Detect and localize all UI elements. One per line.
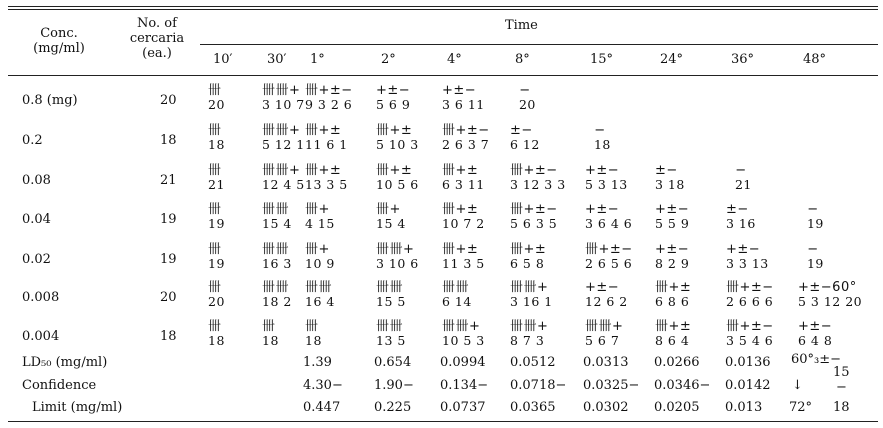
response-cell [585, 203, 632, 231]
response-counts: 13 5 [376, 333, 406, 348]
response-counts: 19 [798, 216, 824, 231]
response-counts: 19 [208, 216, 225, 231]
response-cell [305, 84, 353, 112]
response-cell [510, 164, 566, 192]
header-bottom-rule [8, 75, 878, 76]
response-cell [305, 203, 335, 231]
response-counts: 8 2 9 [655, 256, 690, 271]
response-symbols: 卌卌+ [376, 242, 415, 257]
response-cell [208, 320, 225, 348]
response-cell [655, 320, 691, 348]
response-symbols: − [585, 123, 606, 138]
response-cell [726, 281, 774, 309]
response-counts: 16 4 [305, 294, 335, 309]
response-symbols: +±− [655, 202, 690, 217]
ld50-row-value: 0.0136 [725, 355, 771, 370]
response-symbols: 卌卌 [262, 242, 290, 257]
limit-row-value: 0.0205 [654, 400, 700, 415]
ld50-row-label: LD₅₀ (mg/ml) [22, 355, 108, 370]
limit-row-label: Limit (mg/ml) [32, 400, 123, 415]
response-symbols: 卌卌 [305, 280, 333, 295]
response-counts: 20 [510, 97, 536, 112]
conc-header-line1: Conc. [40, 26, 78, 41]
response-cell [655, 281, 691, 309]
limit-row-value: 0.013 [725, 400, 763, 415]
response-symbols: 卌+± [376, 163, 413, 178]
response-cell [262, 124, 305, 152]
response-symbols: 卌卌+ [585, 319, 624, 334]
row-cercaria-count: 21 [160, 173, 177, 188]
response-symbols: 卌卌+ [510, 319, 549, 334]
time-col-header: 24° [660, 52, 684, 67]
response-counts: 3 12 3 3 [510, 177, 566, 192]
response-symbols: 卌卌 [376, 319, 404, 334]
response-symbols: 卌 [208, 163, 222, 178]
response-cell [376, 281, 406, 309]
time-col-header: 2° [381, 52, 396, 67]
response-counts: 18 [208, 333, 225, 348]
confidence-row-value: 0.0718− [510, 378, 567, 393]
confidence-row-label: Confidence [22, 378, 97, 393]
response-symbols: 卌+±− [510, 202, 558, 217]
response-counts: 5 5 9 [655, 216, 690, 231]
row-cercaria-count: 19 [160, 212, 177, 227]
response-counts: 18 2 [262, 294, 292, 309]
time-col-header: 15° [590, 52, 614, 67]
ld50-48-count: 15 [833, 365, 850, 380]
cercaria-header-line3: (ea.) [142, 46, 172, 61]
response-cell [510, 203, 558, 231]
response-cell [798, 203, 824, 231]
response-symbols: +±− [726, 242, 761, 257]
response-counts: 10 5 6 [376, 177, 419, 192]
response-counts: 3 10 7 [262, 97, 305, 112]
response-symbols: 卌+± [305, 163, 342, 178]
response-cell [510, 124, 540, 152]
response-cell [262, 281, 292, 309]
confidence-row-value: 0.134− [440, 378, 489, 393]
response-counts: 2 6 3 7 [442, 137, 490, 152]
response-cell [376, 203, 406, 231]
row-conc-label: 0.08 [22, 173, 51, 188]
response-counts: 10 5 3 [442, 333, 485, 348]
response-symbols: 卌+± [442, 202, 479, 217]
response-cell [798, 281, 862, 309]
confidence-row-value: 4.30− [303, 378, 343, 393]
response-counts: 6 14 [442, 294, 472, 309]
response-symbols: 卌+±− [305, 83, 353, 98]
response-cell [305, 243, 335, 271]
response-symbols: − [798, 242, 819, 257]
response-symbols: 卌卌+ [510, 280, 549, 295]
response-cell [442, 243, 485, 271]
response-symbols: +±− [585, 280, 620, 295]
confidence-row-value: 1.90− [374, 378, 414, 393]
response-counts: 5 12 1 [262, 137, 305, 152]
response-cell [442, 203, 485, 231]
limit-48-count: 18 [833, 400, 850, 415]
response-cell [585, 164, 628, 192]
response-counts: 15 4 [376, 216, 406, 231]
response-counts: 20 [208, 97, 225, 112]
response-counts: 3 6 11 [442, 97, 485, 112]
time-col-header: 10′ [213, 52, 233, 67]
response-cell [208, 124, 225, 152]
response-cell [208, 281, 225, 309]
time-col-header: 4° [447, 52, 462, 67]
response-counts: 6 5 8 [510, 256, 545, 271]
ld50-row-value: 0.0512 [510, 355, 556, 370]
response-symbols: +±− [655, 242, 690, 257]
confidence-row-value: 0.0346− [654, 378, 711, 393]
response-symbols: − [726, 163, 747, 178]
response-cell [262, 203, 292, 231]
response-cell [376, 320, 406, 348]
response-cell [442, 124, 490, 152]
ld50-row-value: 1.39 [303, 355, 332, 370]
response-counts: 21 [208, 177, 225, 192]
response-cell [262, 84, 305, 112]
response-symbols: 卌+±− [510, 163, 558, 178]
response-cell [726, 243, 769, 271]
response-cell [510, 320, 548, 348]
response-symbols: +±− [585, 202, 620, 217]
conc-header-line2: (mg/ml) [33, 41, 85, 56]
table-top-rule-double [8, 9, 878, 10]
response-symbols: 卌卌+ [442, 319, 481, 334]
response-counts: 10 9 [305, 256, 335, 271]
limit-48-time: 72° [789, 400, 813, 415]
row-conc-label: 0.008 [22, 290, 60, 305]
row-conc-label: 0.004 [22, 329, 60, 344]
response-cell [262, 164, 305, 192]
limit-row-value: 0.225 [374, 400, 412, 415]
ld50-row-value: 0.0266 [654, 355, 700, 370]
response-symbols: 卌+ [376, 202, 401, 217]
limit-row-value: 0.447 [303, 400, 341, 415]
response-symbols: 卌+± [305, 123, 342, 138]
response-symbols: +±− [442, 83, 477, 98]
time-col-header: 1° [310, 52, 325, 67]
response-cell [376, 243, 419, 271]
response-counts: 3 10 6 [376, 256, 419, 271]
response-symbols: +±−60° [798, 280, 857, 295]
time-header-rule [200, 44, 878, 45]
response-counts: 19 [798, 256, 824, 271]
response-cell [305, 164, 348, 192]
response-cell [798, 243, 824, 271]
response-symbols: − [510, 83, 531, 98]
response-counts: 11 6 1 [305, 137, 348, 152]
response-symbols: 卌+±− [585, 242, 633, 257]
response-cell [510, 281, 553, 309]
response-counts: 3 3 13 [726, 256, 769, 271]
time-col-header: 30′ [267, 52, 287, 67]
response-counts: 16 3 [262, 256, 292, 271]
response-symbols: 卌卌+ [262, 123, 301, 138]
conc-header [14, 26, 104, 56]
response-cell [655, 243, 689, 271]
response-counts: 10 7 2 [442, 216, 485, 231]
response-counts: 2 6 6 6 [726, 294, 774, 309]
cercaria-header [122, 16, 192, 61]
response-symbols: 卌+± [376, 123, 413, 138]
confidence-row-value: 0.0325− [583, 378, 640, 393]
response-cell [442, 281, 472, 309]
response-counts: 3 16 [726, 216, 756, 231]
response-symbols: 卌卌 [262, 202, 290, 217]
table-bottom-rule [8, 421, 878, 422]
response-symbols: 卌 [208, 123, 222, 138]
response-cell [208, 203, 225, 231]
row-cercaria-count: 20 [160, 93, 177, 108]
response-symbols: 卌+±− [726, 319, 774, 334]
response-counts: 5 3 12 20 [798, 294, 863, 309]
response-counts: 13 3 5 [305, 177, 348, 192]
response-symbols: +±− [376, 83, 411, 98]
ld50-row-value: 0.0994 [440, 355, 486, 370]
time-col-header: 8° [515, 52, 530, 67]
response-counts: 5 6 7 [585, 333, 620, 348]
response-cell [585, 320, 623, 348]
response-symbols: 卌卌 [376, 280, 404, 295]
response-cell [208, 243, 225, 271]
response-symbols: ±− [655, 163, 678, 178]
response-symbols: +±− [585, 163, 620, 178]
time-header: Time [505, 18, 538, 33]
ld50-48-annotation: 60°₃±− [791, 352, 842, 367]
limit-row-value: 0.0302 [583, 400, 629, 415]
response-cell [726, 203, 756, 231]
response-counts: 19 [208, 256, 225, 271]
response-counts: 5 6 9 [376, 97, 411, 112]
response-cell [585, 281, 628, 309]
response-cell [585, 124, 611, 152]
response-counts: 4 15 [305, 216, 335, 231]
cercaria-header-line2: cercaria [129, 31, 185, 46]
response-counts: 6 12 [510, 137, 540, 152]
time-col-header: 36° [731, 52, 755, 67]
response-counts: 18 [305, 333, 322, 348]
response-counts: 21 [726, 177, 752, 192]
response-symbols: 卌 [305, 319, 319, 334]
response-cell [208, 84, 225, 112]
response-symbols: 卌卌+ [262, 163, 301, 178]
response-counts: 18 [262, 333, 279, 348]
response-symbols: ±− [726, 202, 749, 217]
response-cell [376, 124, 419, 152]
response-symbols: 卌卌 [442, 280, 470, 295]
response-counts: 6 4 8 [798, 333, 833, 348]
response-counts: 3 5 4 6 [726, 333, 774, 348]
response-counts: 6 3 11 [442, 177, 485, 192]
response-cell [585, 243, 633, 271]
limit-row-value: 0.0365 [510, 400, 556, 415]
response-counts: 18 [585, 137, 611, 152]
response-symbols: 卌+ [305, 202, 330, 217]
response-counts: 3 6 4 6 [585, 216, 633, 231]
response-counts: 5 10 3 [376, 137, 419, 152]
response-symbols: +±− [798, 319, 833, 334]
response-counts: 5 6 3 5 [510, 216, 558, 231]
response-cell [262, 243, 292, 271]
response-cell [442, 164, 485, 192]
row-conc-label: 0.04 [22, 212, 51, 227]
response-cell [305, 124, 348, 152]
row-conc-label: 0.8 (mg) [22, 93, 78, 108]
response-symbols: 卌+± [510, 242, 547, 257]
response-counts: 3 16 1 [510, 294, 553, 309]
response-cell [442, 320, 485, 348]
response-counts: 18 [208, 137, 225, 152]
row-conc-label: 0.02 [22, 252, 51, 267]
response-counts: 11 3 5 [442, 256, 485, 271]
response-cell [726, 164, 752, 192]
row-conc-label: 0.2 [22, 133, 43, 148]
response-counts: 12 4 5 [262, 177, 305, 192]
response-counts: 2 6 5 6 [585, 256, 633, 271]
cercaria-header-line1: No. of [137, 16, 177, 31]
response-cell [305, 320, 322, 348]
response-cell [798, 320, 832, 348]
response-symbols: 卌卌 [262, 280, 290, 295]
row-cercaria-count: 18 [160, 329, 177, 344]
response-counts: 8 6 4 [655, 333, 690, 348]
response-counts: 8 7 3 [510, 333, 545, 348]
confidence-row-value: 0.0142 [725, 378, 771, 393]
confidence-48-arrow: ↓ [792, 378, 803, 393]
response-symbols: 卌+± [655, 280, 692, 295]
response-counts: 15 5 [376, 294, 406, 309]
response-symbols: 卌+±− [726, 280, 774, 295]
response-symbols: ±− [510, 123, 533, 138]
ld50-row-value: 0.654 [374, 355, 412, 370]
response-counts: 6 8 6 [655, 294, 690, 309]
confidence-48-dash: − [836, 380, 847, 395]
response-symbols: 卌 [208, 280, 222, 295]
response-cell [208, 164, 225, 192]
response-cell [305, 281, 335, 309]
response-symbols: 卌 [262, 319, 276, 334]
response-counts: 5 3 13 [585, 177, 628, 192]
response-cell [510, 84, 536, 112]
table-top-rule [8, 6, 878, 7]
response-counts: 3 18 [655, 177, 685, 192]
response-symbols: 卌+± [442, 163, 479, 178]
response-symbols: 卌+± [442, 242, 479, 257]
response-symbols: 卌+±− [442, 123, 490, 138]
limit-row-value: 0.0737 [440, 400, 486, 415]
response-cell [726, 320, 774, 348]
response-symbols: − [798, 202, 819, 217]
response-cell [262, 320, 279, 348]
response-cell [510, 243, 546, 271]
response-counts: 20 [208, 294, 225, 309]
response-cell [655, 203, 689, 231]
response-cell [376, 84, 410, 112]
response-counts: 9 3 2 6 [305, 97, 353, 112]
row-cercaria-count: 18 [160, 133, 177, 148]
response-symbols: 卌 [208, 242, 222, 257]
response-symbols: 卌 [208, 202, 222, 217]
response-cell [655, 164, 685, 192]
response-symbols: 卌 [208, 83, 222, 98]
response-cell [442, 84, 485, 112]
response-symbols: 卌 [208, 319, 222, 334]
response-symbols: 卌+± [655, 319, 692, 334]
time-col-header: 48° [803, 52, 827, 67]
response-symbols: 卌+ [305, 242, 330, 257]
row-cercaria-count: 20 [160, 290, 177, 305]
ld50-row-value: 0.0313 [583, 355, 629, 370]
response-counts: 12 6 2 [585, 294, 628, 309]
row-cercaria-count: 19 [160, 252, 177, 267]
response-counts: 15 4 [262, 216, 292, 231]
response-cell [376, 164, 419, 192]
response-symbols: 卌卌+ [262, 83, 301, 98]
